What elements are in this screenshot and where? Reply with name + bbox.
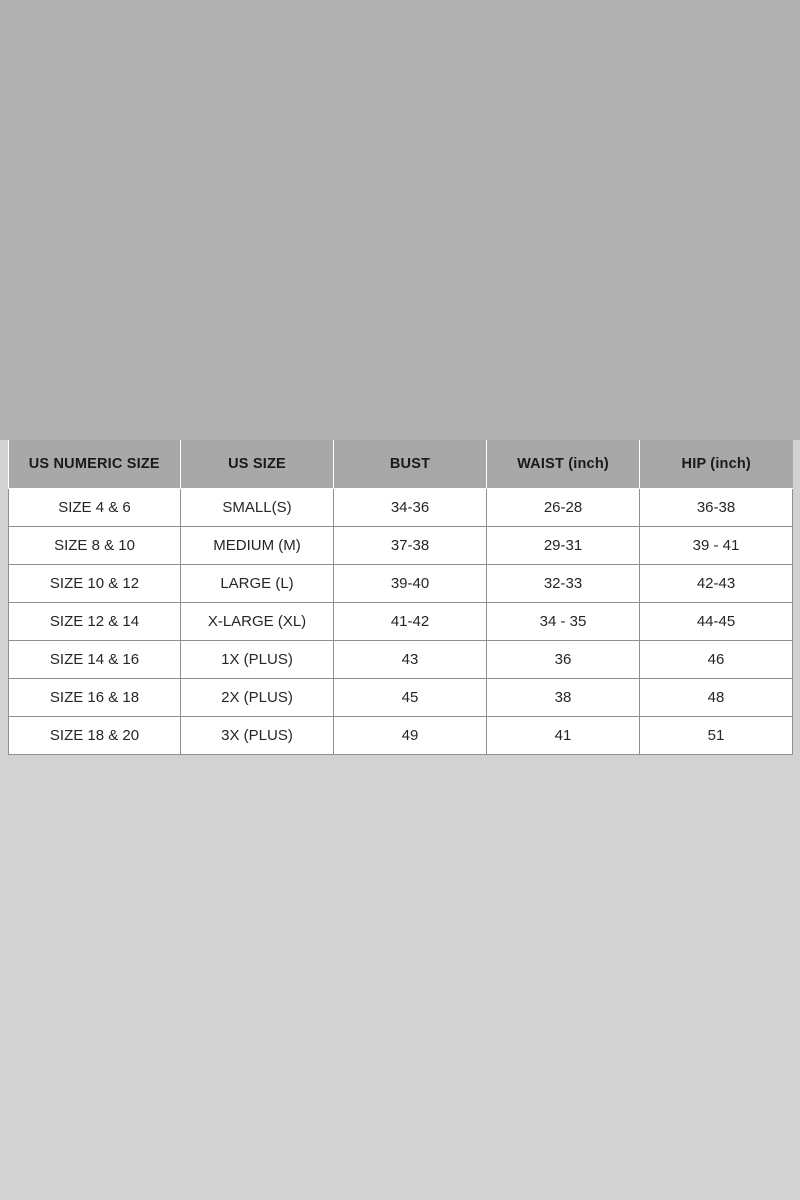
cell-us-size: LARGE (L) xyxy=(181,564,334,602)
table-row xyxy=(9,640,793,678)
table-header xyxy=(9,440,793,488)
column-header-us-size: US SIZE xyxy=(181,440,334,488)
cell-us-numeric-size: SIZE 18 & 20 xyxy=(9,716,181,754)
cell-waist: 41 xyxy=(487,716,640,754)
table-row xyxy=(9,602,793,640)
table-row xyxy=(9,526,793,564)
cell-us-size: 2X (PLUS) xyxy=(181,678,334,716)
cell-us-numeric-size: SIZE 8 & 10 xyxy=(9,526,181,564)
cell-bust: 34-36 xyxy=(334,488,487,526)
table-header-row xyxy=(9,440,793,488)
size-chart-table xyxy=(8,440,793,755)
cell-bust: 37-38 xyxy=(334,526,487,564)
cell-hip: 51 xyxy=(640,716,793,754)
cell-hip: 36-38 xyxy=(640,488,793,526)
table-row xyxy=(9,678,793,716)
cell-waist: 29-31 xyxy=(487,526,640,564)
table-row xyxy=(9,716,793,754)
cell-us-numeric-size: SIZE 14 & 16 xyxy=(9,640,181,678)
cell-us-size: MEDIUM (M) xyxy=(181,526,334,564)
cell-hip: 46 xyxy=(640,640,793,678)
cell-us-numeric-size: SIZE 10 & 12 xyxy=(9,564,181,602)
cell-waist: 38 xyxy=(487,678,640,716)
cell-waist: 26-28 xyxy=(487,488,640,526)
table-row xyxy=(9,488,793,526)
cell-us-size: SMALL(S) xyxy=(181,488,334,526)
column-header-bust: BUST xyxy=(334,440,487,488)
cell-waist: 32-33 xyxy=(487,564,640,602)
cell-us-numeric-size: SIZE 12 & 14 xyxy=(9,602,181,640)
lower-background-band xyxy=(0,762,800,1200)
cell-bust: 43 xyxy=(334,640,487,678)
cell-hip: 44-45 xyxy=(640,602,793,640)
cell-waist: 34 - 35 xyxy=(487,602,640,640)
column-header-waist: WAIST (inch) xyxy=(487,440,640,488)
cell-bust: 39-40 xyxy=(334,564,487,602)
cell-bust: 49 xyxy=(334,716,487,754)
table-row xyxy=(9,564,793,602)
cell-waist: 36 xyxy=(487,640,640,678)
cell-hip: 42-43 xyxy=(640,564,793,602)
cell-bust: 45 xyxy=(334,678,487,716)
cell-us-size: 3X (PLUS) xyxy=(181,716,334,754)
cell-bust: 41-42 xyxy=(334,602,487,640)
cell-us-numeric-size: SIZE 4 & 6 xyxy=(9,488,181,526)
cell-hip: 39 - 41 xyxy=(640,526,793,564)
column-header-hip: HIP (inch) xyxy=(640,440,793,488)
table-body xyxy=(9,488,793,754)
column-header-us-numeric-size: US NUMERIC SIZE xyxy=(9,440,181,488)
cell-hip: 48 xyxy=(640,678,793,716)
cell-us-size: 1X (PLUS) xyxy=(181,640,334,678)
upper-background-band xyxy=(0,0,800,440)
cell-us-numeric-size: SIZE 16 & 18 xyxy=(9,678,181,716)
cell-us-size: X-LARGE (XL) xyxy=(181,602,334,640)
size-chart-container xyxy=(8,440,792,755)
